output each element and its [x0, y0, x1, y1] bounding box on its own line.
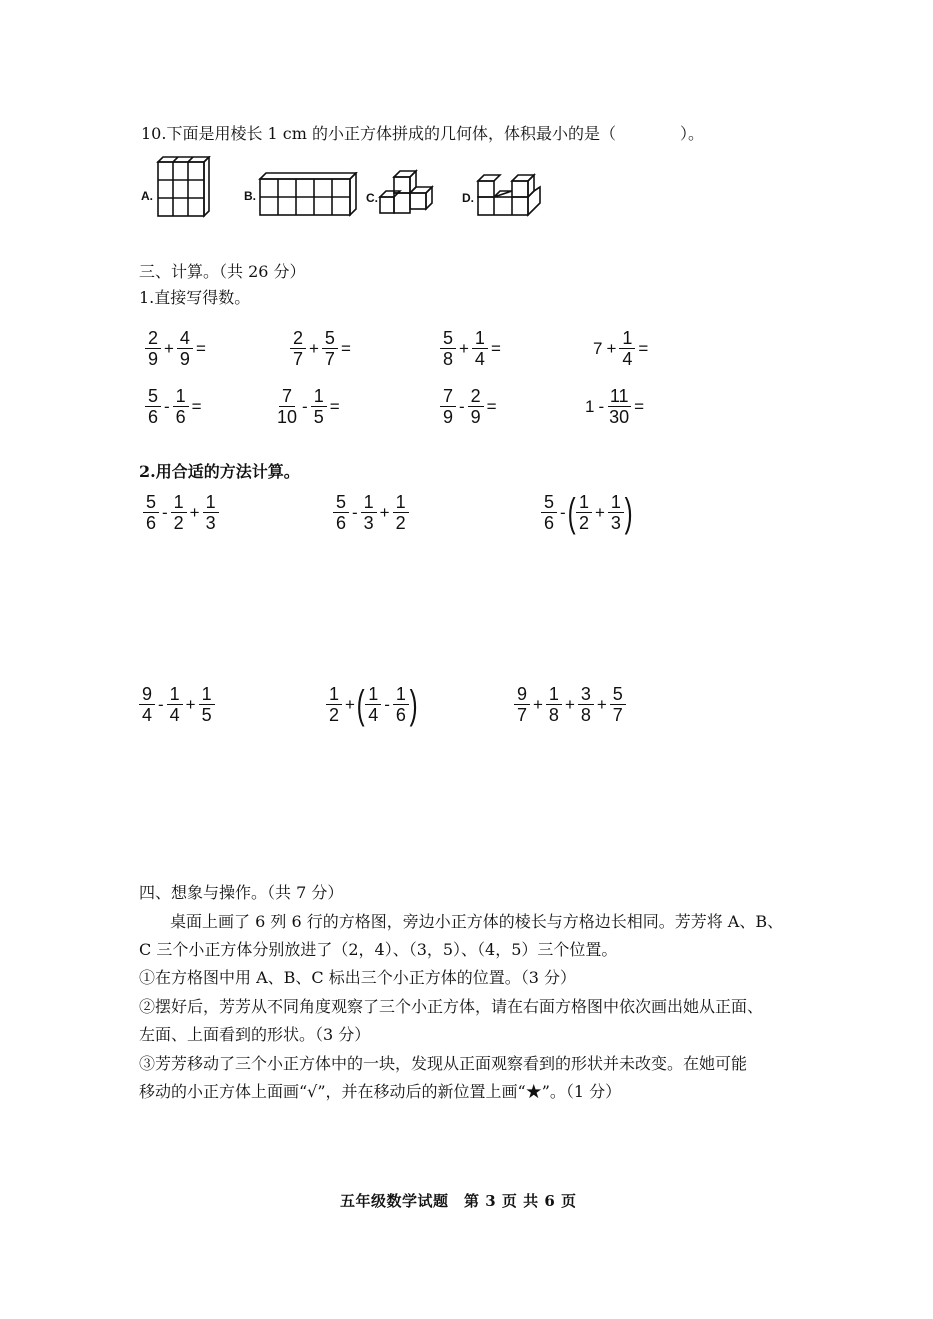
q10-text: 10.下面是用棱长 1 cm 的小正方体拼成的几何体，体积最小的是（ ）。 [141, 124, 705, 143]
section4-item2-line2: 左面、上面看到的形状。（3 分） [139, 1025, 371, 1044]
direct-expr: $\frac{5}{8}$ + $\frac{1}{4}$ = [439, 328, 503, 369]
calc-expr: $\frac{9}{7}$ + $\frac{1}{8}$ + $\frac{3}{8}$ + $\frac{5}{7}$ [513, 684, 627, 725]
option-d-label: D. [462, 191, 474, 205]
section4-item3-line1: ③芳芳移动了三个小正方体中的一块，发现从正面观察看到的形状并未改变。在她可能 [139, 1054, 748, 1073]
section3-title: 三、计算。（共 26 分） [139, 262, 306, 281]
option-c-label: C. [366, 191, 378, 205]
cube-figure-c [378, 169, 438, 219]
calc-expr: $\frac{5}{6}$ - $\frac{1}{2}$ + $\frac{1}{3}$ [142, 492, 220, 533]
calc-expr: $\frac{1}{2}$ + ( $\frac{1}{4}$ - $\frac{1}{6}$ ) [325, 684, 417, 725]
section4-item2-line1: ②摆好后，芳芳从不同角度观察了三个小正方体，请在右面方格图中依次画出她从正面、 [139, 997, 764, 1016]
calc-expr: $\frac{9}{4}$ - $\frac{1}{4}$ + $\frac{1}{5}$ [138, 684, 216, 725]
calc-expr: $\frac{5}{6}$ - ( $\frac{1}{2}$ + $\frac{1}{3}$ ) [540, 492, 632, 533]
section3-sub1: 1.直接写得数。 [139, 288, 251, 307]
section4-title: 四、想象与操作。（共 7 分） [139, 883, 344, 902]
section4-item1: ①在方格图中用 A、B、C 标出三个小正方体的位置。（3 分） [139, 968, 576, 987]
cube-figure-b [256, 172, 360, 218]
direct-expr: $\frac{2}{7}$ + $\frac{5}{7}$ = [289, 328, 353, 369]
section4-intro-line1: 桌面上画了 6 列 6 行的方格图，旁边小正方体的棱长与方格边长相同。芳芳将 A、B、 [170, 912, 784, 931]
calc-expr: $\frac{5}{6}$ - $\frac{1}{3}$ + $\frac{1}{2}$ [332, 492, 410, 533]
option-b-label: B. [244, 189, 256, 203]
section4-item3-line2: 移动的小正方体上面画“√”，并在移动后的新位置上画“★”。（1 分） [139, 1082, 622, 1101]
direct-expr: $\frac{5}{6}$ - $\frac{1}{6}$ = [144, 386, 204, 427]
direct-expr: $\frac{7}{10}$ - $\frac{1}{5}$ = [277, 386, 340, 427]
section4-intro-line2: C 三个小正方体分别放进了（2，4）、（3，5）、（4，5）三个位置。 [139, 940, 618, 959]
direct-expr: $\frac{2}{9}$ + $\frac{4}{9}$ = [144, 328, 208, 369]
option-a-label: A. [141, 189, 153, 203]
direct-expr: 1 - $\frac{11}{30}$ = [585, 386, 645, 427]
cube-figure-d [474, 171, 544, 219]
direct-expr: 7 + $\frac{1}{4}$ = [593, 328, 649, 369]
section3-sub2: 2.用合适的方法计算。 [139, 462, 300, 481]
direct-expr: $\frac{7}{9}$ - $\frac{2}{9}$ = [439, 386, 499, 427]
page-footer: 五年级数学试题 第 3 页 共 6 页 [340, 1192, 577, 1210]
cube-figure-a [154, 156, 212, 218]
